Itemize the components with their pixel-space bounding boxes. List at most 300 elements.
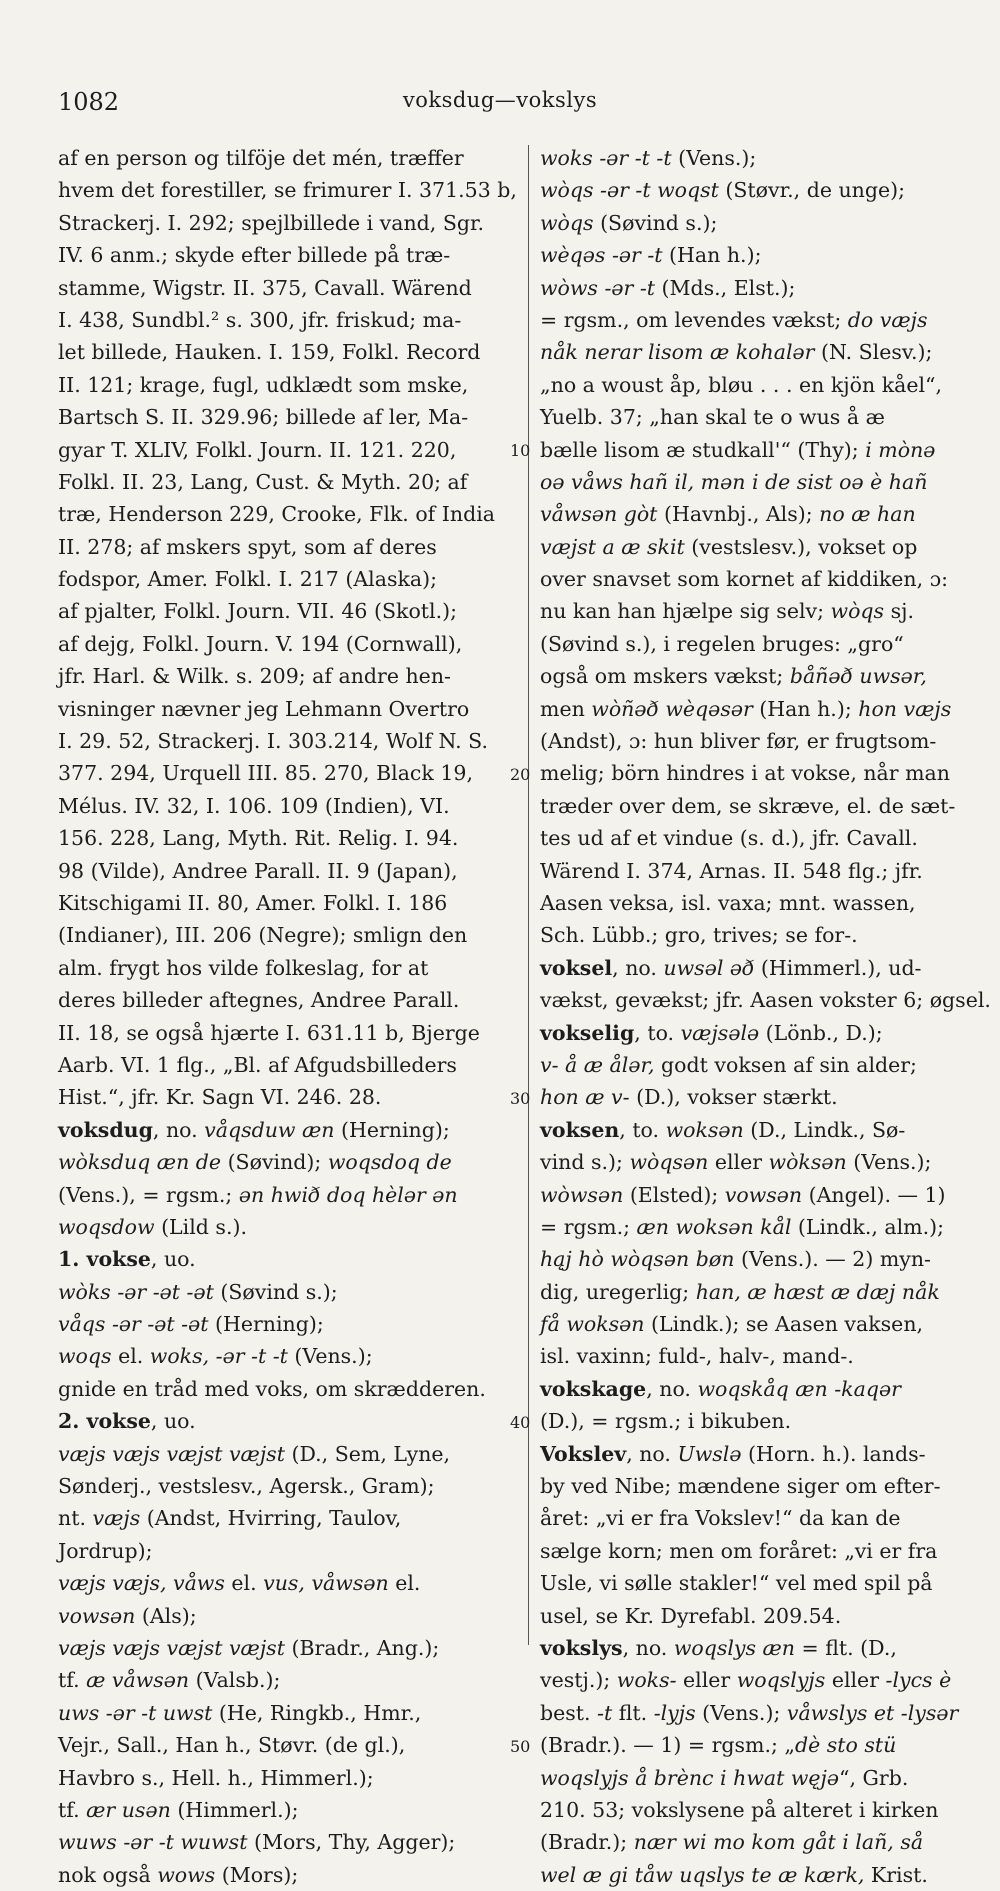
left-column-line xyxy=(58,1859,524,1891)
right-column-line xyxy=(540,1308,990,1340)
text-segment: Aarb. VI. 1 flg., „Bl. af Afgudsbilleders xyxy=(58,1052,457,1077)
text-segment: woqs xyxy=(58,1344,112,1369)
right-column-line xyxy=(540,142,990,174)
text-segment: æn woksən kål xyxy=(636,1214,792,1239)
right-column-line xyxy=(540,1470,990,1502)
text-segment: = rgsm.; xyxy=(540,1214,637,1239)
text-segment: ær usən xyxy=(86,1797,171,1822)
text-segment: el. xyxy=(224,1571,264,1596)
text-segment: wows xyxy=(157,1862,216,1887)
left-column-line xyxy=(58,1470,524,1502)
left-column-line xyxy=(58,1632,524,1664)
left-column-line xyxy=(58,693,524,725)
line-number: 20 xyxy=(510,764,531,784)
text-segment: (Horn. h.). lands- xyxy=(741,1441,926,1466)
text-segment: -lycs è xyxy=(885,1668,952,1693)
text-segment: (D.), = rgsm.; i bikuben. xyxy=(540,1409,792,1434)
text-segment: Vejr., Sall., Han h., Støvr. (de gl.), xyxy=(58,1733,406,1758)
text-segment: , no. xyxy=(152,1117,205,1142)
line-number: 10 xyxy=(510,440,531,460)
text-segment: Mélus. IV. 32, I. 106. 109 (Indien), VI. xyxy=(58,793,450,818)
left-column-line xyxy=(58,466,524,498)
headword: vokslys xyxy=(540,1635,623,1660)
right-column-line xyxy=(540,984,990,1016)
text-segment: nok også xyxy=(58,1862,158,1887)
text-segment: væjs xyxy=(92,1506,141,1531)
right-column-line xyxy=(540,336,990,368)
text-segment: Kitschigami II. 80, Amer. Folkl. I. 186 xyxy=(58,890,448,915)
right-column-line xyxy=(540,1729,990,1761)
left-column-line xyxy=(58,174,524,206)
right-column-line xyxy=(540,1794,990,1826)
text-segment: Aasen veksa, isl. vaxa; mnt. wassen, xyxy=(540,890,916,915)
text-segment: (Indianer), III. 206 (Negre); smlign den xyxy=(58,923,468,948)
line-number: 50 xyxy=(510,1736,531,1756)
right-column-line xyxy=(540,1081,990,1113)
left-column-line xyxy=(58,1017,524,1049)
text-segment: , to. xyxy=(619,1117,666,1142)
text-segment: Krist. xyxy=(864,1862,928,1887)
text-segment: (Vens.); xyxy=(287,1344,373,1369)
text-segment: gyar T. XLIV, Folkl. Journ. II. 121. 220, xyxy=(58,437,457,462)
left-column-line xyxy=(58,919,524,951)
text-segment: wòqsən xyxy=(629,1150,709,1175)
text-segment: (vestslesv.), vokset op xyxy=(684,534,918,559)
text-segment: våwsən gòt xyxy=(540,502,658,527)
left-column-line xyxy=(58,887,524,919)
text-segment: vus, våwsən xyxy=(263,1571,389,1596)
headword: 2. vokse xyxy=(58,1409,151,1434)
right-column-line xyxy=(540,304,990,336)
text-segment: væjs væjs, våws xyxy=(58,1571,225,1596)
right-column-line xyxy=(540,1859,990,1891)
text-segment: Jordrup); xyxy=(58,1538,153,1563)
line-number: 40 xyxy=(510,1412,531,1432)
text-segment: , no. xyxy=(622,1635,674,1660)
text-segment: hon væjs xyxy=(858,696,952,721)
text-segment: godt voksen af sin alder; xyxy=(654,1052,917,1077)
text-segment: våqsduw æn xyxy=(204,1117,335,1142)
text-segment: (Mors); xyxy=(215,1862,299,1887)
text-segment: gnide en tråd med voks, om skrædderen. xyxy=(58,1376,486,1401)
text-segment: ən hwið doq hèlər ən xyxy=(238,1182,458,1207)
right-column-line xyxy=(540,725,990,757)
text-segment: , no. xyxy=(612,955,664,980)
text-segment: woksən xyxy=(665,1117,744,1142)
text-segment: 98 (Vilde), Andree Parall. II. 9 (Japan), xyxy=(58,858,458,883)
text-segment: vowsən xyxy=(58,1603,136,1628)
text-segment: by ved Nibe; mændene siger om efter- xyxy=(540,1474,941,1499)
text-segment: sj. xyxy=(884,599,914,624)
text-segment: do væjs xyxy=(847,307,928,332)
text-segment: (N. Slesv.); xyxy=(814,340,933,365)
text-segment: (Herning); xyxy=(334,1117,450,1142)
left-column-line xyxy=(58,790,524,822)
text-segment: hvem det forestiller, se frimurer I. 371.53 b, xyxy=(58,178,517,203)
text-segment: (D., Sem, Lyne, xyxy=(284,1441,451,1466)
right-column-line xyxy=(540,855,990,887)
left-column xyxy=(58,142,524,1891)
left-column-line xyxy=(58,1081,524,1113)
text-segment: han, æ hæst æ dæj nåk xyxy=(695,1279,940,1304)
text-segment: “, Grb. xyxy=(839,1765,909,1790)
right-column-line xyxy=(540,369,990,401)
left-column-line xyxy=(58,1697,524,1729)
text-segment: (Herning); xyxy=(208,1312,324,1337)
text-segment: II. 18, se også hjærte I. 631.11 b, Bjerge xyxy=(58,1020,480,1045)
text-segment: stamme, Wigstr. II. 375, Cavall. Wärend xyxy=(58,275,472,300)
text-segment: woqslyjs xyxy=(736,1668,826,1693)
left-column-line xyxy=(58,952,524,984)
right-column-line xyxy=(540,919,990,951)
text-segment: (D.), vokser stærkt. xyxy=(629,1085,838,1110)
text-segment: (Bradr.); xyxy=(540,1830,634,1855)
text-segment: Havbro s., Hell. h., Himmerl.); xyxy=(58,1765,374,1790)
text-segment: eller xyxy=(825,1668,886,1693)
text-segment: deres billeder aftegnes, Andree Parall. xyxy=(58,988,460,1013)
left-column-line xyxy=(58,628,524,660)
text-segment: wel æ gi tåw uqslys te æ kærk, xyxy=(540,1862,865,1887)
text-segment: wòwsən xyxy=(540,1182,624,1207)
left-column-line xyxy=(58,1405,524,1437)
left-column-line xyxy=(58,757,524,789)
left-column-line xyxy=(58,595,524,627)
text-segment: II. 121; krage, fugl, udklædt som mske, xyxy=(58,372,469,397)
left-column-line xyxy=(58,725,524,757)
page-number: 1082 xyxy=(58,88,120,116)
line-number: 30 xyxy=(510,1088,531,1108)
text-segment: wuws -ər -t wuwst xyxy=(58,1830,248,1855)
text-segment: væjs væjs væjst væjst xyxy=(58,1441,285,1466)
headword: voksen xyxy=(540,1117,620,1142)
left-column-line xyxy=(58,1567,524,1599)
text-segment: af dejg, Folkl. Journ. V. 194 (Cornwall), xyxy=(58,631,463,656)
text-segment: Bartsch S. II. 329.96; billede af ler, Ma- xyxy=(58,405,469,430)
left-column-line xyxy=(58,984,524,1016)
text-segment: Sch. Lübb.; gro, trives; se for-. xyxy=(540,923,858,948)
running-title: voksdug—vokslys xyxy=(402,88,598,112)
text-segment: , to. xyxy=(634,1020,681,1045)
right-column-line xyxy=(540,1438,990,1470)
text-segment: (Mors, Thy, Agger); xyxy=(247,1830,456,1855)
text-segment: wèqəs -ər -t xyxy=(540,243,663,268)
right-column-line xyxy=(540,1632,990,1664)
text-segment: woqsdow xyxy=(58,1214,155,1239)
text-segment: sælge korn; men om foråret: „vi er fra xyxy=(540,1538,938,1563)
headword: vokselig xyxy=(540,1020,635,1045)
text-segment: (Als); xyxy=(135,1603,197,1628)
left-column-line xyxy=(58,498,524,530)
left-column-line xyxy=(58,272,524,304)
right-column-line xyxy=(540,1826,990,1858)
left-column-line xyxy=(58,1664,524,1696)
left-column-line xyxy=(58,1114,524,1146)
text-segment: båñəð uwsər, xyxy=(789,664,927,689)
left-column-line xyxy=(58,1146,524,1178)
headword: voksel xyxy=(540,955,613,980)
text-segment: (Støvr., de unge); xyxy=(718,178,906,203)
text-segment: wòksduq æn de xyxy=(58,1150,222,1175)
text-segment: (Søvind s.); xyxy=(593,210,718,235)
text-segment: woks- xyxy=(616,1668,677,1693)
text-segment: (He, Ringkb., Hmr., xyxy=(212,1700,422,1725)
right-column-line xyxy=(540,174,990,206)
text-segment: (Himmerl.); xyxy=(170,1797,299,1822)
text-segment: (Elsted); xyxy=(623,1182,725,1207)
right-column-line xyxy=(540,1373,990,1405)
text-segment: (Bradr., Ang.); xyxy=(284,1635,440,1660)
text-segment: vowsən xyxy=(724,1182,803,1207)
text-segment: få woksən xyxy=(540,1312,645,1337)
text-segment: våwslys et -lysər xyxy=(786,1700,959,1725)
text-segment: melig; börn hindres i at vokse, når man xyxy=(540,761,950,786)
text-segment: nu kan han hjælpe sig selv; xyxy=(540,599,831,624)
text-segment: (Andst, Hvirring, Taulov, xyxy=(140,1506,402,1531)
text-segment: (Vens.), = rgsm.; xyxy=(58,1182,239,1207)
right-column-line xyxy=(540,1049,990,1081)
text-segment: woqslys æn xyxy=(673,1635,796,1660)
left-column-line xyxy=(58,1794,524,1826)
left-column-line xyxy=(58,1211,524,1243)
text-segment: nåk nerar lisom æ kohalər xyxy=(540,340,815,365)
left-column-line xyxy=(58,1600,524,1632)
text-segment: wòqs xyxy=(830,599,885,624)
text-segment: I. 29. 52, Strackerj. I. 303.214, Wolf N. S. xyxy=(58,729,488,754)
text-segment: = flt. (D., xyxy=(795,1635,897,1660)
left-column-line xyxy=(58,304,524,336)
left-column-line xyxy=(58,531,524,563)
text-segment: Uwslə xyxy=(677,1441,742,1466)
text-segment: nt. xyxy=(58,1506,93,1531)
left-column-line xyxy=(58,1340,524,1372)
text-segment: tf. xyxy=(58,1668,87,1693)
text-segment: v- å æ ålər, xyxy=(540,1052,655,1077)
text-segment: = rgsm., om levendes vækst; xyxy=(540,307,848,332)
text-segment: af en person og tilföje det mén, træffer xyxy=(58,146,464,170)
text-segment: (Mds., Elst.); xyxy=(655,275,796,300)
text-segment: (Havnbj., Als); xyxy=(657,502,820,527)
text-segment: usel, se Kr. Dyrefabl. 209.54. xyxy=(540,1603,842,1628)
text-segment: dè sto stü xyxy=(795,1733,897,1758)
text-segment: (Andst), ɔ: hun bliver før, er frugtsom- xyxy=(540,729,937,754)
text-segment: , no. xyxy=(646,1376,698,1401)
right-column-line xyxy=(540,531,990,563)
text-segment: væjs væjs væjst væjst xyxy=(58,1635,285,1660)
text-segment: (Bradr.). — 1) = rgsm.; „ xyxy=(540,1733,796,1758)
left-column-line xyxy=(58,401,524,433)
text-segment: vind s.); xyxy=(540,1150,630,1175)
left-column-line xyxy=(58,855,524,887)
headword: Vokslev xyxy=(540,1441,627,1466)
text-segment: (Lindk., alm.); xyxy=(791,1214,945,1239)
left-column-line xyxy=(58,369,524,401)
text-segment: (Lönb., D.); xyxy=(759,1020,883,1045)
right-column-line xyxy=(540,1535,990,1567)
text-segment: I. 438, Sundbl.² s. 300, jfr. friskud; ma- xyxy=(58,307,462,332)
right-column-line xyxy=(540,1340,990,1372)
text-segment: woqskåq æn -kaqər xyxy=(697,1376,901,1401)
text-segment: (Søvind s.); xyxy=(213,1279,338,1304)
right-column-line xyxy=(540,822,990,854)
text-segment: (Vens.); xyxy=(846,1150,932,1175)
right-column-line xyxy=(540,1502,990,1534)
right-column-line xyxy=(540,401,990,433)
text-segment: våqs -ər -ət -ət xyxy=(58,1312,209,1337)
text-segment: flt. xyxy=(612,1700,654,1725)
text-segment: , no. xyxy=(626,1441,678,1466)
text-segment: (Søvind s.), i regelen bruges: „gro“ xyxy=(540,631,904,656)
right-column-line xyxy=(540,1567,990,1599)
right-column-line xyxy=(540,628,990,660)
text-segment: over snavset som kornet af kiddiken, ɔ: xyxy=(540,567,949,592)
headword: vokskage xyxy=(540,1376,647,1401)
text-segment: -lyjs xyxy=(653,1700,696,1725)
text-segment: træder over dem, se skræve, el. de sæt- xyxy=(540,793,956,818)
right-column-line xyxy=(540,207,990,239)
headword: voksdug xyxy=(58,1117,153,1142)
text-segment: tf. xyxy=(58,1797,87,1822)
text-segment: , uo. xyxy=(150,1247,196,1272)
right-column-line xyxy=(540,239,990,271)
text-segment: wòqs -ər -t woqst xyxy=(540,178,719,203)
text-segment: uws -ər -t uwst xyxy=(58,1700,213,1725)
text-segment: alm. frygt hos vilde folkeslag, for at xyxy=(58,955,429,980)
text-segment: woqsdoq de xyxy=(327,1150,452,1175)
text-segment: „no a woust åp, bløu . . . en kjön kåel“, xyxy=(540,372,943,397)
text-segment: Yuelb. 37; „han skal te o wus å æ xyxy=(540,405,885,430)
text-segment: let billede, Hauken. I. 159, Folkl. Record xyxy=(58,340,481,365)
right-column-line xyxy=(540,1276,990,1308)
left-column-line xyxy=(58,563,524,595)
headword: 1. vokse xyxy=(58,1247,151,1272)
text-segment: woks, -ər -t -t xyxy=(149,1344,288,1369)
text-segment: væjsələ xyxy=(680,1020,760,1045)
text-segment: eller xyxy=(708,1150,769,1175)
text-segment: nær wi mo kom gåt i lañ, så xyxy=(633,1830,924,1855)
text-segment: tes ud af et vindue (s. d.), jfr. Cavall. xyxy=(540,826,918,851)
text-segment: af pjalter, Folkl. Journ. VII. 46 (Skotl.); xyxy=(58,599,457,624)
right-column-line xyxy=(540,563,990,595)
text-segment: el. xyxy=(111,1344,150,1369)
text-segment: året: „vi er fra Vokslev!“ da kan de xyxy=(540,1506,901,1531)
text-segment: 156. 228, Lang, Myth. Rit. Relig. I. 94. xyxy=(58,826,459,851)
text-segment: men xyxy=(540,696,592,721)
left-column-line xyxy=(58,1826,524,1858)
right-column-line xyxy=(540,1243,990,1275)
right-column-line xyxy=(540,1114,990,1146)
right-column-line xyxy=(540,1405,990,1437)
left-column-line xyxy=(58,1373,524,1405)
text-segment: (Lild s.). xyxy=(154,1214,247,1239)
text-segment: (Søvind); xyxy=(221,1150,328,1175)
left-column-line xyxy=(58,1729,524,1761)
left-column-line xyxy=(58,1276,524,1308)
right-column-line xyxy=(540,757,990,789)
text-segment: 210. 53; vokslysene på alteret i kirken xyxy=(540,1797,939,1822)
right-column-line xyxy=(540,1017,990,1049)
text-segment: wòñəð wèqəsər xyxy=(591,696,753,721)
text-segment: (Valsb.); xyxy=(189,1668,281,1693)
right-column-line xyxy=(540,693,990,725)
text-segment: wòks -ər -ət -ət xyxy=(58,1279,214,1304)
right-column-line xyxy=(540,1697,990,1729)
left-column-line xyxy=(58,660,524,692)
right-column-line xyxy=(540,790,990,822)
text-segment: IV. 6 anm.; skyde efter billede på træ- xyxy=(58,243,451,268)
right-column-line xyxy=(540,660,990,692)
text-segment: no æ han xyxy=(819,502,916,527)
right-column-line xyxy=(540,1179,990,1211)
left-column-line xyxy=(58,1179,524,1211)
text-segment: isl. vaxinn; fuld-, halv-, mand-. xyxy=(540,1344,854,1369)
text-segment: best. xyxy=(540,1700,598,1725)
text-segment: vestj.); xyxy=(540,1668,617,1693)
text-segment: Hist.“, jfr. Kr. Sagn VI. 246. 28. xyxy=(58,1085,382,1110)
text-segment: Strackerj. I. 292; spejlbillede i vand, Sgr. xyxy=(58,210,485,235)
text-segment: træ, Henderson 229, Crooke, Flk. of India xyxy=(58,502,495,527)
text-segment: vækst, gevækst; jfr. Aasen vokster 6; øgsel. xyxy=(540,988,991,1013)
text-segment: , uo. xyxy=(150,1409,196,1434)
right-column-line xyxy=(540,1211,990,1243)
text-segment: jfr. Harl. & Wilk. s. 209; af andre hen- xyxy=(58,664,451,689)
right-column-line xyxy=(540,498,990,530)
right-column-line xyxy=(540,887,990,919)
left-column-line xyxy=(58,1308,524,1340)
text-segment: 377. 294, Urquell III. 85. 270, Black 19, xyxy=(58,761,473,786)
right-column-line xyxy=(540,1664,990,1696)
text-segment: (Himmerl.), ud- xyxy=(754,955,922,980)
text-segment: fodspor, Amer. Folkl. I. 217 (Alaska); xyxy=(58,567,438,592)
right-column-line xyxy=(540,434,990,466)
right-column-line xyxy=(540,1600,990,1632)
text-segment: (Vens.); xyxy=(671,146,757,170)
text-segment: wòws -ər -t xyxy=(540,275,656,300)
text-segment: (Vens.). — 2) myn- xyxy=(734,1247,931,1272)
text-segment: oə våws hañ il, mən i de sist oə è hañ xyxy=(540,469,928,494)
text-segment: woks -ər -t -t xyxy=(540,146,672,170)
text-segment: eller xyxy=(676,1668,737,1693)
text-segment: wòqs xyxy=(540,210,594,235)
text-segment: -t xyxy=(597,1700,613,1725)
text-segment: II. 278; af mskers spyt, som af deres xyxy=(58,534,437,559)
text-segment: (Vens.); xyxy=(695,1700,787,1725)
text-segment: hąj hò wòqsən bøn xyxy=(540,1247,735,1272)
text-segment: væjst a æ skit xyxy=(540,534,685,559)
text-segment: Sønderj., vestslesv., Agersk., Gram); xyxy=(58,1474,435,1499)
text-segment: (Lindk.); se Aasen vaksen, xyxy=(644,1312,924,1337)
text-segment: hon æ v- xyxy=(540,1085,630,1110)
left-column-line xyxy=(58,1438,524,1470)
text-segment: æ våwsən xyxy=(86,1668,190,1693)
text-segment: wòksən xyxy=(768,1150,847,1175)
text-segment: (Han h.); xyxy=(662,243,762,268)
left-column-line xyxy=(58,207,524,239)
text-segment: (Angel). — 1) xyxy=(802,1182,946,1207)
text-segment: (D., Lindk., Sø- xyxy=(743,1117,906,1142)
left-column-line xyxy=(58,1502,524,1534)
text-segment: i mònə xyxy=(865,437,936,462)
text-segment: el. xyxy=(388,1571,421,1596)
right-column-line xyxy=(540,595,990,627)
left-column-line xyxy=(58,336,524,368)
right-column-line xyxy=(540,952,990,984)
left-column-line xyxy=(58,142,524,174)
left-column-line xyxy=(58,1049,524,1081)
left-column-line xyxy=(58,1243,524,1275)
text-segment: Wärend I. 374, Arnas. II. 548 flg.; jfr. xyxy=(540,858,923,883)
text-segment: Folkl. II. 23, Lang, Cust. & Myth. 20; af xyxy=(58,469,468,494)
text-segment: Usle, vi sølle stakler!“ vel med spil på xyxy=(540,1571,933,1596)
